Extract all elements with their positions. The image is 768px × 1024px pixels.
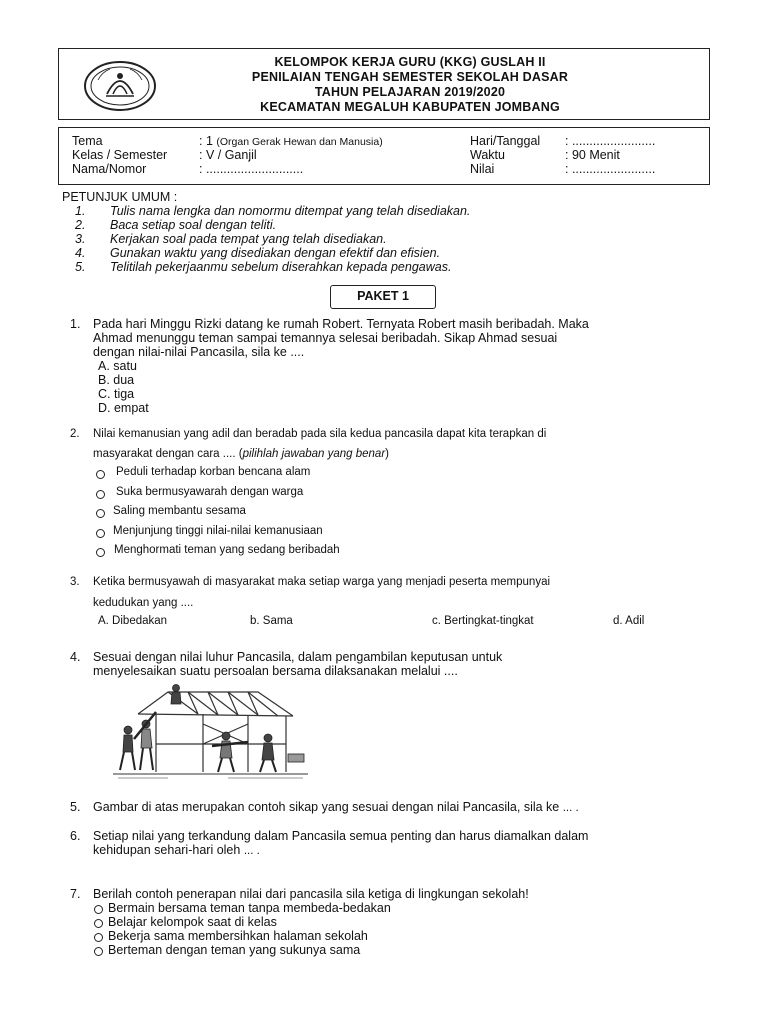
petunjuk-item: Baca setiap soal dengan teliti. [110, 218, 277, 232]
answer-option[interactable]: Berteman dengan teman yang sukunya sama [108, 943, 361, 957]
question-text-part: ) [385, 448, 389, 460]
question-text [93, 800, 579, 814]
paket-label: PAKET 1 [330, 285, 436, 309]
question-number: 3. [70, 576, 80, 588]
tema-value [199, 134, 383, 148]
radio-circle-icon[interactable] [96, 548, 105, 557]
question-number: 1. [70, 317, 81, 331]
answer-option[interactable]: Saling membantu sesama [113, 505, 246, 517]
petunjuk-num: 4. [75, 246, 86, 260]
tema-detail: (Organ Gerak Hewan dan Manusia) [216, 136, 383, 148]
question-text: menyelesaikan suatu persoalan bersama dilaksanakan melalui .... [93, 664, 458, 678]
answer-option[interactable]: Menjunjung tinggi nilai-nilai kemanusiaan [113, 525, 323, 537]
answer-option[interactable]: Menghormati teman yang sedang beribadah [114, 544, 340, 556]
petunjuk-item: Gunakan waktu yang disediakan dengan efektif dan efisien. [110, 246, 441, 260]
nilai-field[interactable]: : ........................ [565, 162, 656, 176]
answer-option[interactable]: d. Adil [613, 615, 645, 627]
hari-field[interactable]: : ........................ [565, 134, 656, 148]
answer-option[interactable]: A. Dibedakan [98, 615, 168, 627]
question-text-part: Gambar di atas merupakan contoh sikap yang sesuai dengan nilai Pancasila, sila ke [93, 800, 560, 814]
waktu-label: Waktu [470, 148, 505, 162]
header-line-1: KELOMPOK KERJA GURU (KKG) GUSLAH II [274, 55, 546, 69]
tut-wuri-handayani-logo [80, 58, 160, 114]
question-text [93, 843, 260, 857]
question-text [93, 448, 389, 460]
house-building-illustration [108, 684, 312, 782]
question-number: 7. [70, 887, 81, 901]
header-line-3: TAHUN PELAJARAN 2019/2020 [314, 85, 506, 99]
question-text: Berilah contoh penerapan nilai dari pancasila sila ketiga di lingkungan sekolah! [93, 887, 529, 901]
tema-label: Tema [72, 134, 103, 148]
radio-circle-icon[interactable] [96, 529, 105, 538]
petunjuk-item: Telitilah pekerjaanmu sebelum diserahkan kepada pengawas. [110, 260, 452, 274]
petunjuk-num: 1. [75, 204, 86, 218]
kelas-label: Kelas / Semester [72, 148, 168, 162]
answer-option[interactable]: Belajar kelompok saat di kelas [108, 915, 277, 929]
question-text-part: kehidupan sehari-hari oleh [93, 843, 241, 857]
answer-blank[interactable]: ... . [562, 802, 579, 814]
question-instruction: pilihlah jawaban yang benar [242, 448, 386, 460]
answer-option[interactable]: A. satu [98, 359, 137, 373]
question-number: 4. [70, 650, 81, 664]
question-text-part: masyarakat dengan cara .... ( [93, 448, 243, 460]
question-text: Pada hari Minggu Rizki datang ke rumah Robert. Ternyata Robert masih beribadah. Maka [93, 317, 589, 331]
radio-circle-icon[interactable] [94, 905, 103, 914]
question-text: Ketika bermusyawah di masyarakat maka setiap warga yang menjadi peserta mempunyai [93, 576, 551, 588]
header-line-2: PENILAIAN TENGAH SEMESTER SEKOLAH DASAR [251, 70, 569, 84]
petunjuk-item: Kerjakan soal pada tempat yang telah disediakan. [110, 232, 387, 246]
question-text: Setiap nilai yang terkandung dalam Pancasila semua penting dan harus diamalkan dalam [93, 829, 589, 843]
question-text: Ahmad menunggu teman sampai temannya selesai beribadah. Sikap Ahmad sesuai [93, 331, 558, 345]
radio-circle-icon[interactable] [96, 470, 105, 479]
header-line-4: KECAMATAN MEGALUH KABUPATEN JOMBANG [260, 100, 560, 114]
radio-circle-icon[interactable] [94, 933, 103, 942]
answer-option[interactable]: Bermain bersama teman tanpa membeda-bedakan [108, 901, 391, 915]
question-number: 6. [70, 829, 81, 843]
petunjuk-item: Tulis nama lengka dan nomormu ditempat yang telah disediakan. [110, 204, 471, 218]
radio-circle-icon[interactable] [94, 919, 103, 928]
petunjuk-num: 2. [75, 218, 86, 232]
answer-option[interactable]: C. tiga [98, 387, 135, 401]
hari-label: Hari/Tanggal [470, 134, 541, 148]
answer-option[interactable]: Bekerja sama membersihkan halaman sekolah [108, 929, 368, 943]
petunjuk-num: 5. [75, 260, 86, 274]
petunjuk-num: 3. [75, 232, 86, 246]
answer-option[interactable]: D. empat [98, 401, 149, 415]
answer-option[interactable]: c. Bertingkat-tingkat [432, 615, 534, 627]
petunjuk-title: PETUNJUK UMUM : [62, 190, 178, 204]
answer-option[interactable]: Peduli terhadap korban bencana alam [116, 466, 311, 478]
tema-number: : 1 [199, 134, 213, 148]
question-text: kedudukan yang .... [93, 597, 194, 609]
question-text: Nilai kemanusian yang adil dan beradab pada sila kedua pancasila dapat kita terapkan di [93, 428, 547, 440]
question-number: 2. [70, 428, 80, 440]
question-text: Sesuai dengan nilai luhur Pancasila, dalam pengambilan keputusan untuk [93, 650, 503, 664]
nilai-label: Nilai [470, 162, 495, 176]
answer-blank[interactable]: ... . [243, 845, 260, 857]
answer-option[interactable]: Suka bermusyawarah dengan warga [116, 486, 304, 498]
radio-circle-icon[interactable] [96, 509, 105, 518]
radio-circle-icon[interactable] [94, 947, 103, 956]
kelas-value: : V / Ganjil [199, 148, 257, 162]
nama-label: Nama/Nomor [72, 162, 147, 176]
waktu-value: : 90 Menit [565, 148, 620, 162]
answer-option[interactable]: b. Sama [250, 615, 293, 627]
radio-circle-icon[interactable] [96, 490, 105, 499]
question-number: 5. [70, 800, 81, 814]
nama-field[interactable]: : ............................ [199, 162, 304, 176]
answer-option[interactable]: B. dua [98, 373, 135, 387]
question-text: dengan nilai-nilai Pancasila, sila ke .... [93, 345, 305, 359]
